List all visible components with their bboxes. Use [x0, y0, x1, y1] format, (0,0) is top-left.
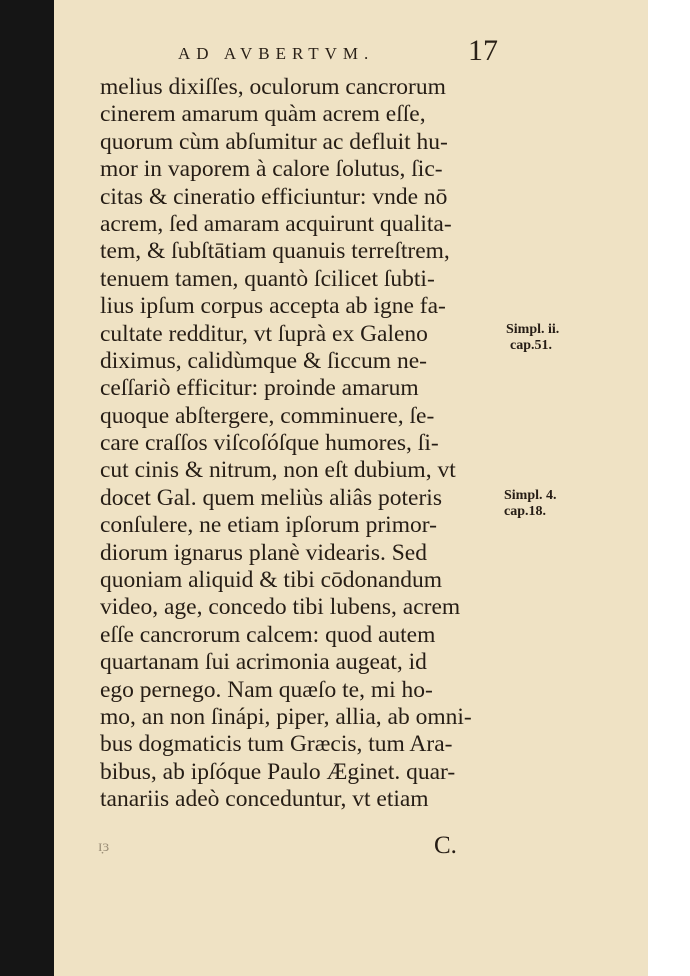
- signature-mark: C.: [434, 832, 457, 859]
- body-text: [100, 74, 500, 814]
- text-line: mor in vaporem à calore ſolutus, ſic-: [100, 156, 443, 183]
- text-line: tenuem tamen, quantò ſcilicet ſubti-: [100, 265, 435, 292]
- margin-note: [506, 322, 559, 354]
- text-line: bus dogmaticis tum Græcis, tum Ara-: [100, 731, 453, 758]
- margin-note-line: Simpl. 4.: [504, 488, 557, 503]
- text-line: cinerem amarum quàm acrem eſſe,: [100, 101, 426, 128]
- page-margin-right: [648, 0, 690, 976]
- text-line: quoniam aliquid & tibi cōdonandum: [100, 567, 443, 594]
- margin-note: [504, 488, 557, 520]
- text-line: care craſſos viſcoſóſque humores, ſi-: [100, 430, 439, 457]
- text-line: tem, & ſubſtātiam quanuis terreſtrem,: [100, 238, 450, 265]
- text-line: melius dixiſſes, oculorum cancrorum: [100, 74, 446, 100]
- text-line: quartanam ſui acrimonia augeat, id: [100, 649, 427, 676]
- text-line: mo, an non ſinápi, piper, allia, ab omni-: [100, 703, 472, 730]
- text-line: lius ipſum corpus accepta ab igne fa-: [100, 293, 446, 320]
- running-head: AD AVBERTVM.: [178, 44, 375, 63]
- page-number: 17: [468, 34, 498, 67]
- text-line: citas & cineratio efficiuntur: vnde nō: [100, 183, 448, 210]
- text-line: ego pernego. Nam quæſo te, mi ho-: [100, 676, 433, 703]
- text-line: diorum ignarus planè videaris. Sed: [100, 539, 427, 566]
- book-edge-left: [0, 0, 54, 976]
- text-line: cultate redditur, vt ſuprà ex Galeno: [100, 320, 428, 347]
- margin-note-line: cap.51.: [510, 338, 552, 353]
- text-line: cut cinis & nitrum, non eſt dubium, vt: [100, 457, 456, 484]
- page-header: [150, 36, 510, 72]
- text-line: eſſe cancrorum calcem: quod autem: [100, 621, 436, 648]
- text-line: docet Gal. quem meliùs aliâs poteris: [100, 484, 442, 511]
- folio-trace: ɪ̣ɜ: [98, 838, 110, 855]
- text-line: video, age, concedo tibi lubens, acrem: [100, 594, 461, 621]
- text-line: bibus, ab ipſóque Paulo Æginet. quar-: [100, 758, 456, 785]
- text-line: quorum cùm abſumitur ac defluit hu-: [100, 128, 448, 155]
- text-line: acrem, ſed amaram acquirunt qualita-: [100, 210, 452, 237]
- text-line: diximus, calidùmque & ſiccum ne-: [100, 347, 427, 374]
- text-line: ceſſariò efficitur: proinde amarum: [100, 375, 419, 402]
- text-line: quoque abſtergere, comminuere, ſe-: [100, 402, 435, 429]
- text-line: conſulere, ne etiam ipſorum primor-: [100, 512, 437, 539]
- margin-note-line: Simpl. ii.: [506, 322, 560, 337]
- margin-note-line: cap.18.: [504, 504, 546, 519]
- text-line: tanariis adeò conceduntur, vt etiam: [100, 786, 429, 813]
